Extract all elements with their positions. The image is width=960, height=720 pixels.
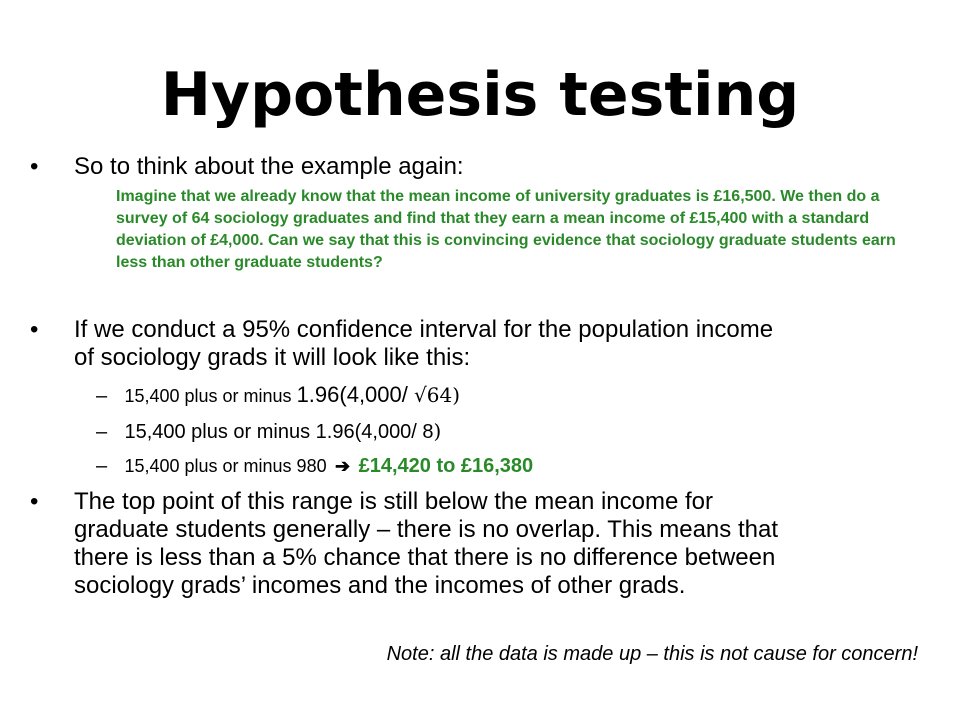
bullet-3-line-3: there is less than a 5% chance that there is no difference between [74, 544, 776, 571]
sub-bullet-2-text: 15,400 plus or minus 1.96(4,000/ 8 [124, 421, 434, 443]
bullet-3-text [74, 488, 778, 600]
sub-bullet-3-text: 15,400 plus or minus 980 [124, 456, 327, 476]
sub-bullet-1 [96, 381, 930, 412]
sub-bullet-3 [96, 452, 930, 482]
bullet-2-line-1: If we conduct a 95% confidence interval for the population income [74, 316, 774, 343]
bullet-marker: • [30, 488, 39, 515]
slide-title: Hypothesis testing [160, 60, 800, 130]
bullet-1-text: So to think about the example again: [74, 153, 464, 180]
bullet-3-line-2: graduate students generally – there is no overlap. This means that [74, 516, 778, 543]
bullet-marker: • [30, 316, 39, 343]
interval-result: £14,420 to £16,380 [358, 455, 534, 477]
bullet-2-line-2: of sociology grads it will look like this: [74, 344, 471, 371]
bullet-2-text [74, 316, 773, 372]
sub-bullet-dash: – [96, 385, 108, 407]
arrow-right-icon: ➔ [335, 456, 351, 476]
sub-bullet-1-part-a: 15,400 plus or minus [124, 386, 297, 406]
sub-bullet-1-part-b: 1.96(4,000/ [296, 382, 414, 407]
footnote: Note: all the data is made up – this is not cause for concern! [386, 643, 918, 665]
sub-bullet-2 [96, 417, 930, 448]
sub-bullet-dash: – [96, 421, 108, 443]
bullet-3-line-4: sociology grads’ incomes and the incomes of other grads. [74, 572, 686, 599]
sub-bullet-1-sqrt: √64) [414, 383, 460, 407]
bullet-3-line-1: The top point of this range is still below the mean income for [74, 488, 713, 515]
example-quote: Imagine that we already know that the mean income of university graduates is £16,500. We then do a survey of 64 sociology graduates and find that they earn a mean income of £15,400 with a standard deviation of £4,000. Can we say that this is convincing evidence that sociology graduate students earn less than other graduate students? [116, 188, 896, 271]
bullet-marker: • [30, 153, 39, 180]
sub-bullet-dash: – [96, 455, 108, 477]
sub-bullet-2-paren: ) [433, 419, 442, 443]
